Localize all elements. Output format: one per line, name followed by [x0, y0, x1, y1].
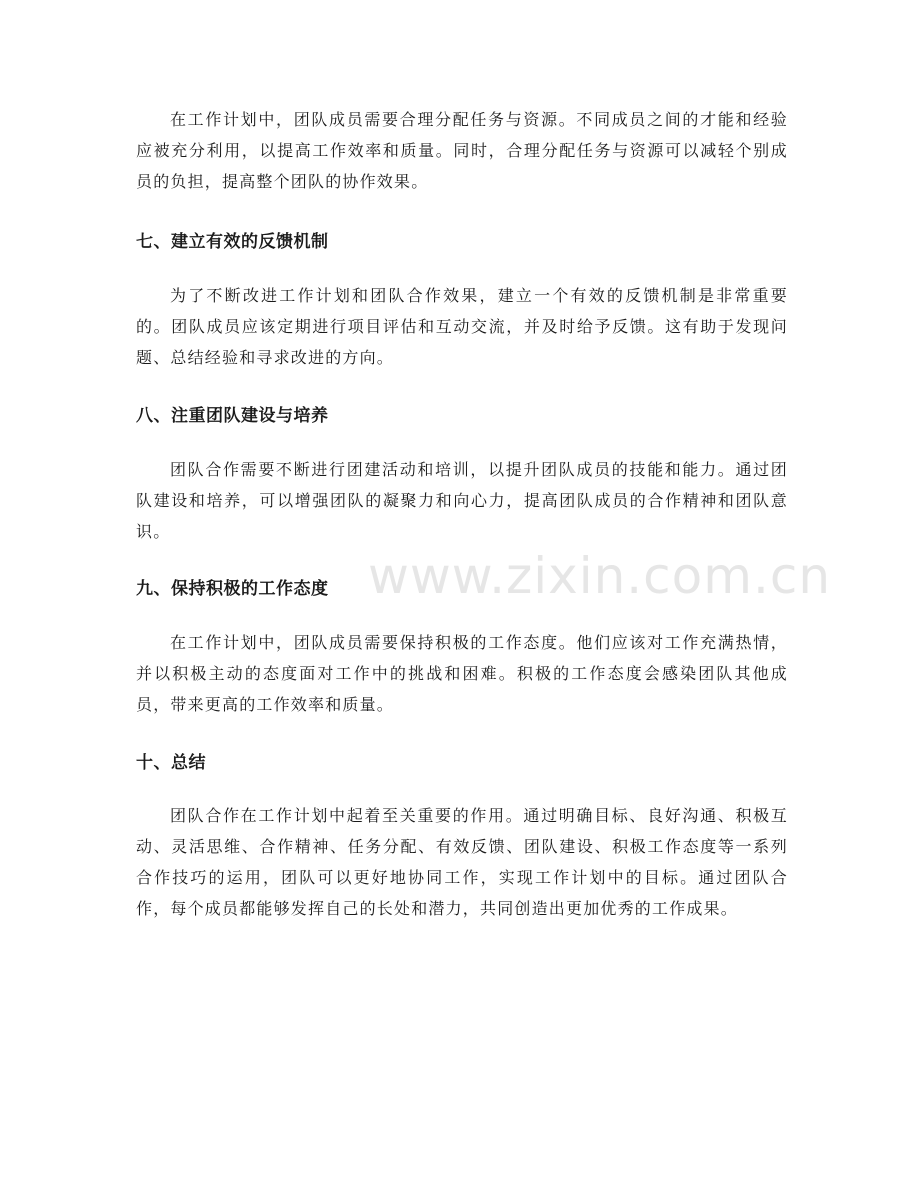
heading-positive-attitude: 九、保持积极的工作态度 — [136, 579, 329, 599]
paragraph-team-building: 团队合作需要不断进行团建活动和培训，以提升团队成员的技能和能力。通过团队建设和培养，可以增强团队的凝聚力和向心力，提高团队成员的合作精神和团队意识。 — [136, 460, 788, 541]
heading-team-building: 八、注重团队建设与培养 — [136, 406, 329, 426]
paragraph-positive-attitude: 在工作计划中，团队成员需要保持积极的工作态度。他们应该对工作充满热情，并以积极主动的态度面对工作中的挑战和困难。积极的工作态度会感染团队其他成员，带来更高的工作效率和质量。 — [136, 633, 788, 714]
paragraph-summary: 团队合作在工作计划中起着至关重要的作用。通过明确目标、良好沟通、积极互动、灵活思维、合作精神、任务分配、有效反馈、团队建设、积极工作态度等一系列合作技巧的运用，团队可以更好地协同工作，实现工作计划中的目标。通过团队合作，每个成员都能够发挥自己的长处和潜力，共同创造出更加优秀的工作成果。 — [136, 806, 788, 918]
watermark: www.zixin.com.cn — [368, 547, 832, 605]
heading-feedback: 七、建立有效的反馈机制 — [136, 232, 329, 252]
paragraph-feedback: 为了不断改进工作计划和团队合作效果，建立一个有效的反馈机制是非常重要的。团队成员应该定期进行项目评估和互动交流，并及时给予反馈。这有助于发现问题、总结经验和寻求改进的方向。 — [136, 286, 788, 367]
heading-summary: 十、总结 — [136, 753, 206, 773]
paragraph-task-allocation: 在工作计划中，团队成员需要合理分配任务与资源。不同成员之间的才能和经验应被充分利用，以提高工作效率和质量。同时，合理分配任务与资源可以减轻个别成员的负担，提高整个团队的协作效果。 — [136, 110, 788, 191]
